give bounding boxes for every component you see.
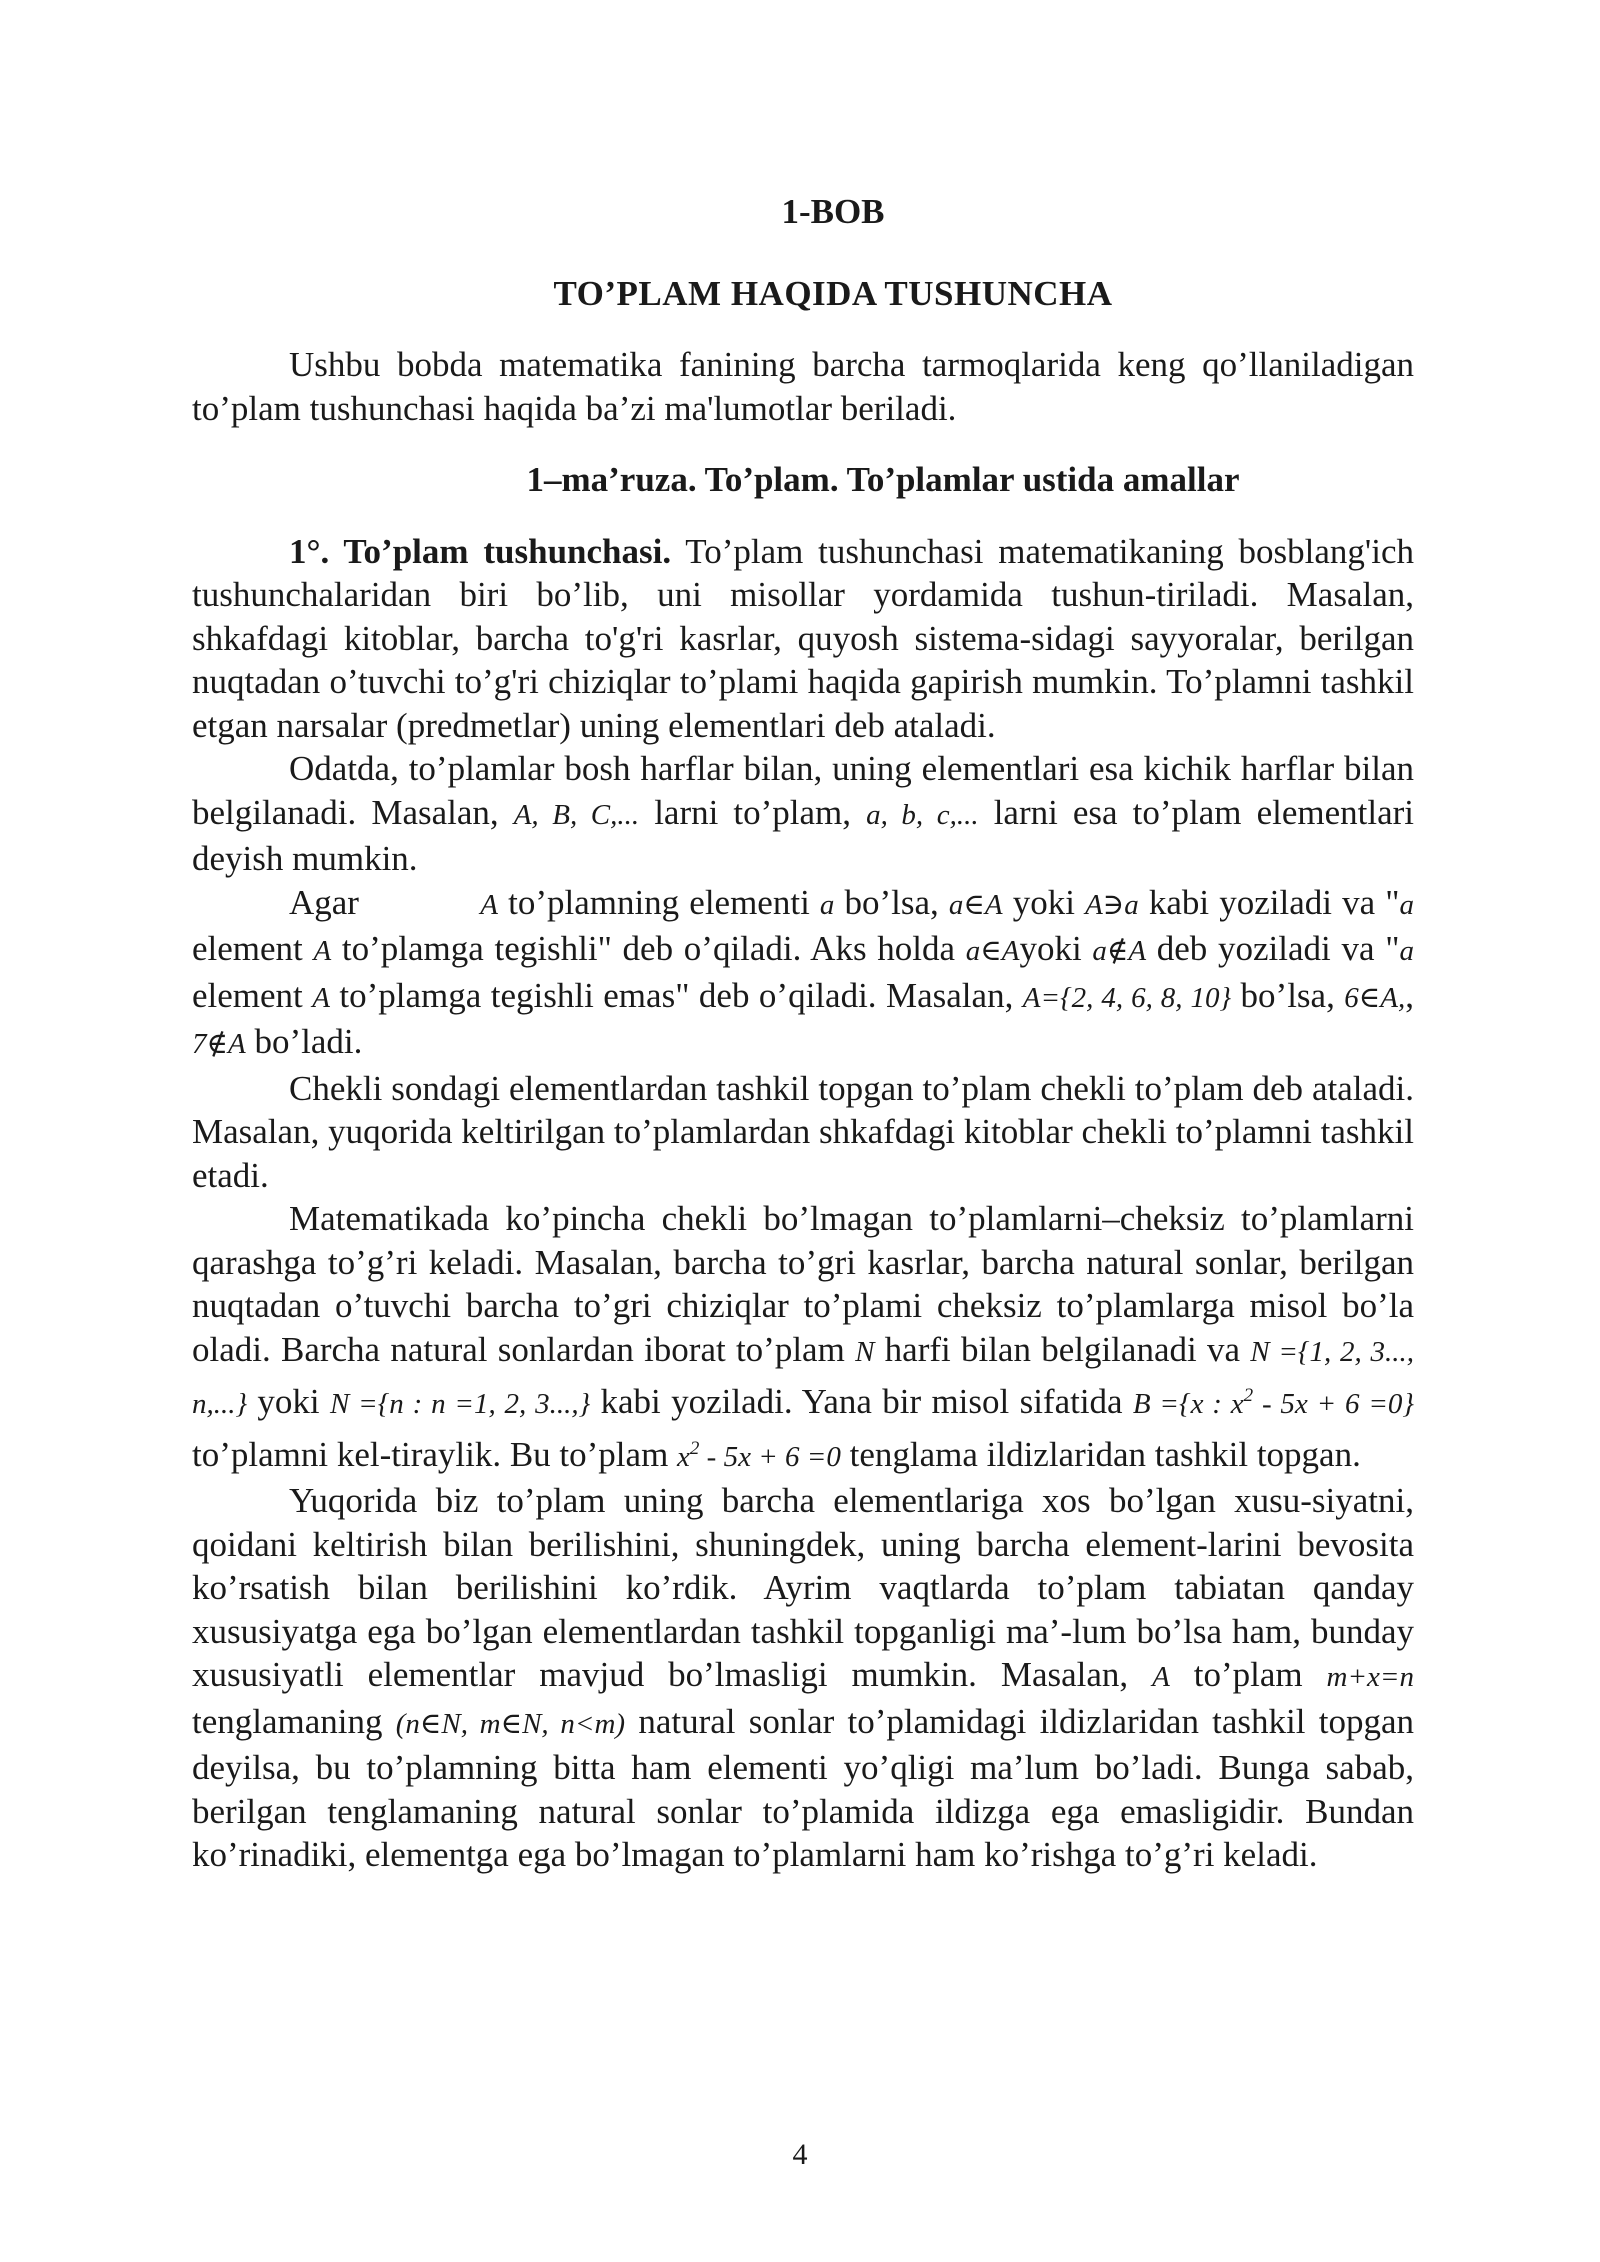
math-expression: N [855,1335,875,1368]
text: harfi bilan belgilanadi va [874,1329,1251,1369]
math-expression: a [1399,888,1415,921]
math-part: x [677,1440,690,1473]
math-expression: A [313,935,332,967]
text: to’plamga tegishli" deb o’qiladi. Aks holda [331,929,966,968]
math-expression: A, B, C,... [513,798,640,831]
text: bo’lsa, [1231,975,1345,1015]
math-expression: a, b, c,... [866,798,979,831]
paragraph-2 [192,747,1414,881]
paragraph-3 [192,881,1414,1067]
text: Yuqorida biz to’plam uning barcha elementlariga xos bo’lgan xusu-siyatni, qoidani keltirish bilan berilishini, shuningdek, uning barcha element-larini bevosita ko’rsatish bilan berilishini ko’rdik. Ayrim vaqtlarda to’plam tabiatan qanday xususiyatga ega bo’lgan elementlardan tashkil topganligi ma’-lum bo’lsa ham, bunday xususiyatli elementlar mavjud bo’lmasligi mumkin. Masalan, [192,1481,1414,1694]
text: Odatda, to’plamlar bosh harflar bilan, uning elementlari esa kichik harflar bilan belgilanadi. Masalan, [192,749,1414,832]
page-number: 4 [792,2138,808,2171]
text: , [1405,975,1414,1015]
text: Matematikada ko’pincha chekli bo’lmagan to’plamlarni–cheksiz to’plamlarni qarashga to’g’ri keladi. Masalan, barcha to’gri kasrlar, barcha natural sonlar, berilgan nuqtadan o’tuvchi barcha to’gri chiziqlar to’plami cheksiz to’plamlarga misol bo’la oladi. Barcha natural sonlardan iborat to’plam [192,1199,1414,1369]
math-superscript: 2 [1243,1385,1254,1406]
paragraph-4: Chekli sondagi elementlardan tashkil topgan to’plam chekli to’plam deb ataladi. Masalan, yuqorida keltirilgan to’plamlardan shkafdagi kitoblar chekli to’plamni tashkil etadi. [192,1068,1414,1195]
text: bo’ladi. [245,1022,363,1061]
text: larni esa to’plam elementlari deyish mumkin. [192,792,1415,878]
math-part: - 5x + 6 =0 [699,1440,841,1473]
paragraph-1-text: To’plam tushunchasi matematikaning bosblang'ich tushunchalaridan biri bo’lib, uni misollar yordamida tushun-tiriladi. Masalan, shkafdagi kitoblar, barcha to'g'ri kasrlar, quyosh sistema-sidagi sayyoralar, berilgan nuqtadan o’tuvchi to’g'ri chiziqlar to’plami haqida gapirish mumkin. To’plamni tashkil etgan narsalar (predmetlar) uning elementlari deb ataladi. [192,531,1414,745]
math-expression: A [312,981,330,1014]
text: to’plamning elementi [497,882,820,922]
text: Agar [289,882,481,922]
section-heading: 1°. To’plam tushunchasi. [289,531,672,571]
math-expression: A∋a [1085,888,1139,921]
math-expression: a [1399,935,1414,967]
math-expression: A={2, 4, 6, 8, 10} [1022,981,1232,1014]
text: yoki [1019,929,1093,968]
text: yoki [247,1382,330,1421]
math-expression [677,1437,841,1473]
chapter-heading: 1-BOB [781,192,885,231]
math-expression: a [819,888,835,921]
math-expression: a∈A [965,935,1020,967]
text: to’plamga tegishli emas" deb o’qiladi. Masalan, [329,975,1023,1015]
text: deb yoziladi va " [1146,929,1400,968]
text: natural sonlar to’plamidagi ildizlaridan tashkil topgan deyilsa, bu to’plamning bitta ham elementi yo’qligi ma’lum bo’ladi. Bunga sabab, berilgan tenglamaning natural sonlar to’plamida ildizga ega emasligidir. Bundan ko’rinadiki, elementga ega bo’lmagan to’plamlarni ham ko’rishga to’g’ri keladi. [192,1701,1414,1874]
text: element [192,929,314,968]
math-expression: N ={n : n =1, 2, 3...,} [329,1388,591,1420]
math-part: B ={x : x [1132,1388,1244,1420]
text: to’plamni kel-tiraylik. Bu to’plam [192,1434,678,1474]
page-body [192,150,1414,1877]
paragraph-5 [192,1197,1414,1479]
text: yoki [1002,882,1086,922]
math-expression: m+x=n [1326,1661,1414,1693]
math-expression [1132,1385,1414,1420]
text: kabi yoziladi va " [1138,882,1400,922]
math-expression: 6∈A, [1344,981,1406,1014]
intro-paragraph: Ushbu bobda matematika fanining barcha tarmoqlarida keng qo’llaniladigan to’plam tushunchasi haqida ba’zi ma'lumotlar beriladi. [192,345,1414,428]
text: to’plam [1169,1655,1327,1694]
math-expression: A [480,888,498,921]
lecture-title: 1–ma’ruza. To’plam. To’plamlar ustida amallar [526,460,1240,499]
math-expression: A [1152,1661,1170,1693]
paragraph-6 [192,1479,1414,1877]
text: tenglamaning [192,1701,396,1741]
text: larni to’plam, [639,792,867,832]
chapter-title: TO’PLAM HAQIDA TUSHUNCHA [553,273,1113,313]
math-expression: 7∉A [192,1028,246,1060]
math-part: - 5x + 6 =0} [1253,1388,1414,1420]
text: tenglama ildizlaridan tashkil topgan. [840,1434,1361,1474]
math-expression: N ={1, 2, 3..., n,...} [192,1335,1414,1420]
math-expression: (n∈N, m∈N, n<m) [395,1707,626,1740]
text: element [192,975,313,1015]
text: bo’lsa, [834,882,949,922]
text: kabi yoziladi. Yana bir misol sifatida [590,1382,1133,1421]
math-superscript: 2 [689,1437,700,1459]
math-expression: a∈A [948,888,1003,921]
paragraph-1 [192,530,1414,748]
math-expression: a∉A [1092,935,1147,967]
